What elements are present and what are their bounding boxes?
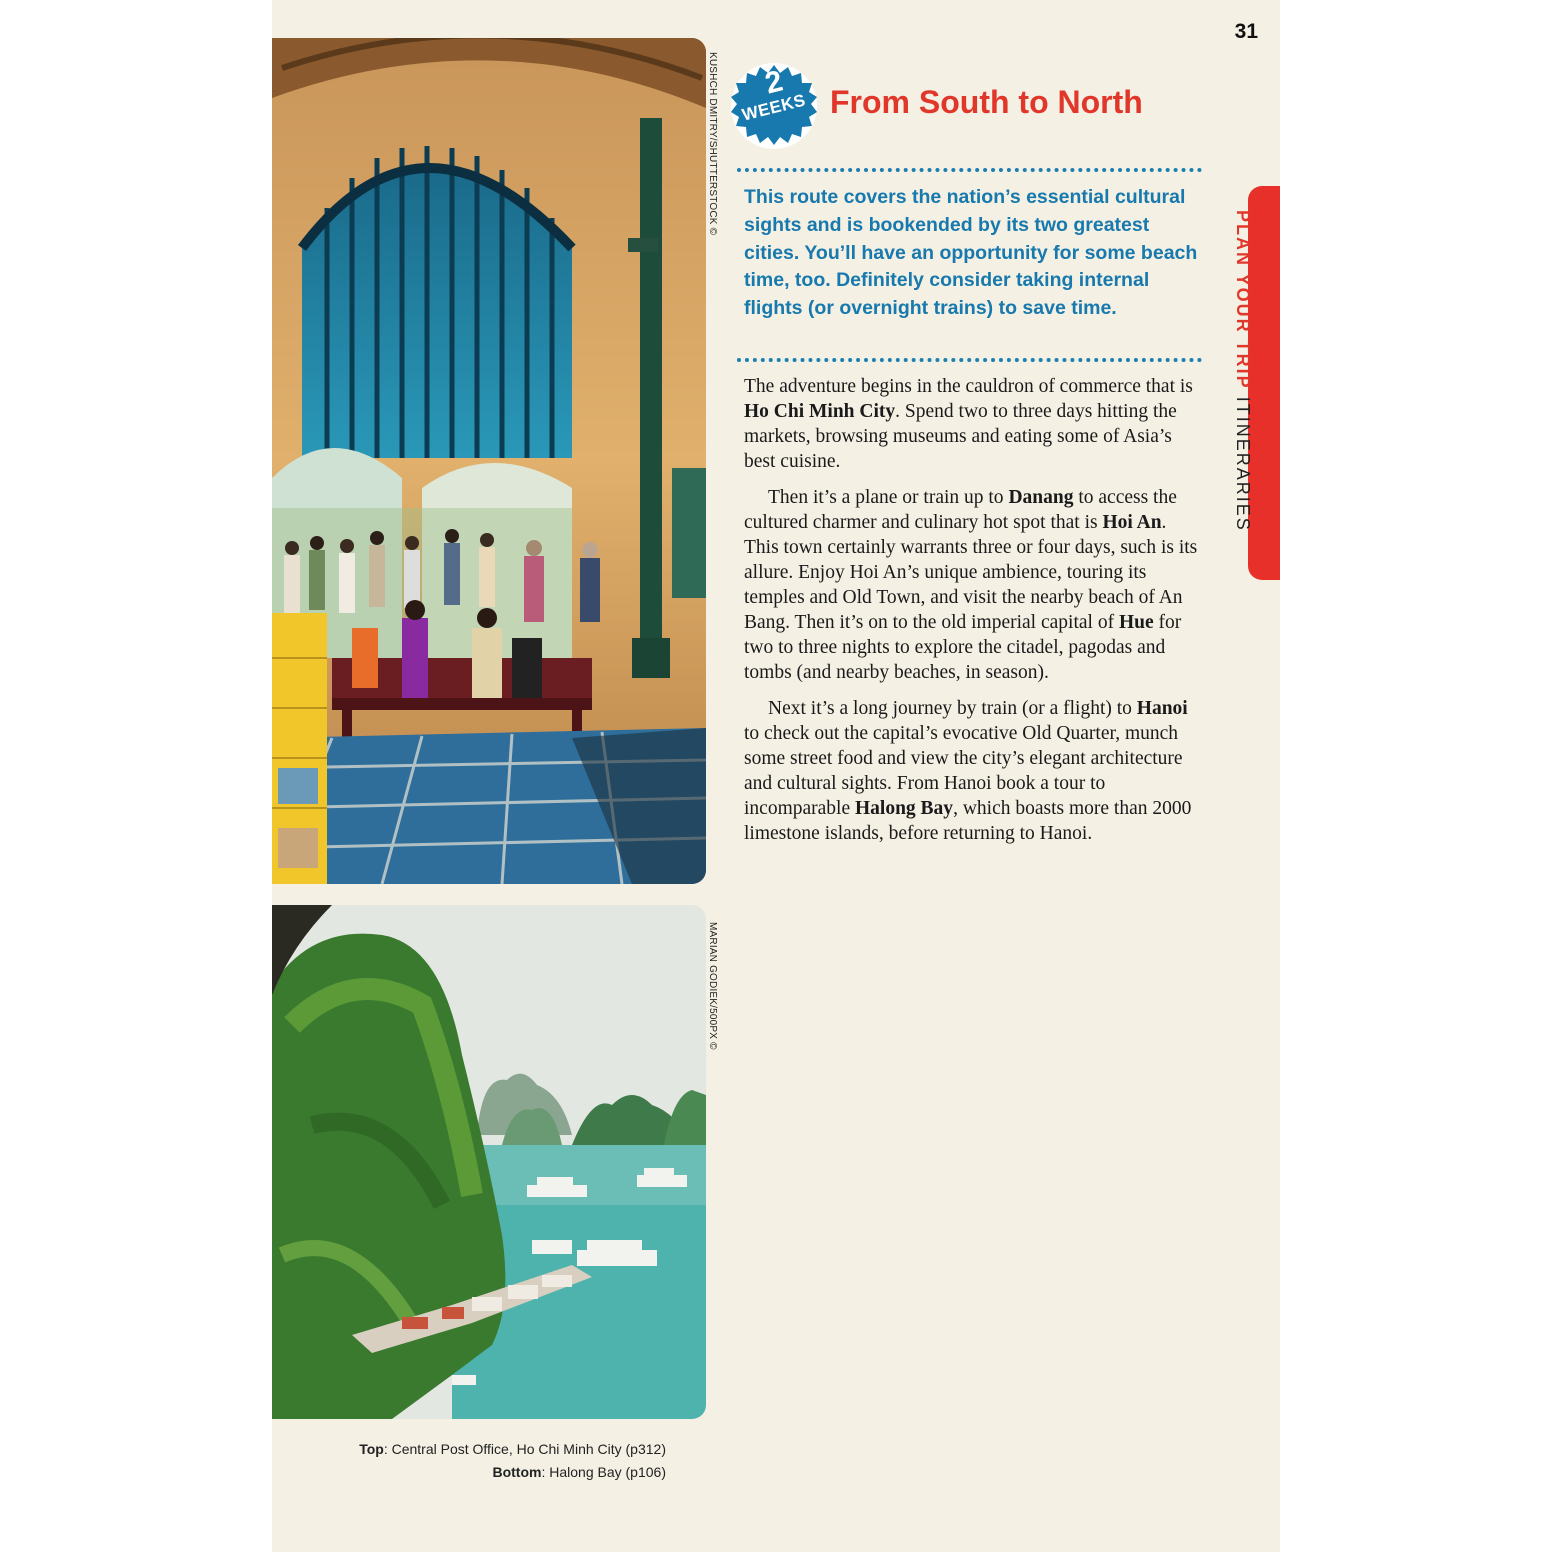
caption-bottom-line: [330, 1461, 666, 1484]
text: to access the cultured charmer and culinary hot spot that is: [744, 487, 1177, 533]
caption-bottom-text: : Halong Bay (p106): [541, 1464, 666, 1480]
text: . This town certainly warrants three or four days, such is its allure. Enjoy Hoi An’s unique ambience, touring its temples and Old Town, and visit the nearby beach of An Bang. Then it’s on to the old imperial capital of: [744, 512, 1198, 633]
photo-caption: [330, 1438, 666, 1484]
text: Next it’s a long journey by train (or a flight) to: [768, 698, 1137, 719]
body-paragraph-2: [744, 485, 1200, 685]
itinerary-intro: This route covers the nation’s essential cultural sights and is bookended by its two greatest cities. You’ll have an opportunity for some beach time, too. Definitely consider taking internal flights (or overnight trains) to save time.: [744, 186, 1198, 320]
halong-bay-image: [272, 905, 706, 1419]
text: . Spend two to three days hitting the markets, browsing museums and eating some of Asia’s best cuisine.: [744, 401, 1177, 472]
divider-bottom: [737, 358, 1202, 362]
text: to check out the capital’s evocative Old Quarter, munch some street food and view the city’s elegant architecture and cultural sights. From Hanoi book a tour to incomparable: [744, 723, 1183, 819]
place-hue: Hue: [1118, 612, 1154, 633]
section-tab-label: [1232, 210, 1253, 532]
itinerary-title: From South to North: [830, 84, 1143, 120]
place-hoi-an: Hoi An: [1102, 512, 1162, 533]
text: Then it’s a plane or train up to: [768, 487, 1009, 508]
photo-central-post-office: [272, 38, 706, 884]
post-office-image: [272, 38, 706, 884]
place-hanoi: Hanoi: [1136, 698, 1188, 719]
body-paragraph-1: [744, 374, 1200, 474]
badge-number: 2: [761, 64, 786, 101]
text: for two to three nights to explore the citadel, pagodas and tombs (and nearby beaches, in season).: [744, 612, 1182, 683]
section-tab-primary: PLAN YOUR TRIP: [1233, 210, 1253, 390]
photo-halong-bay: [272, 905, 706, 1419]
text: The adventure begins in the cauldron of commerce that is: [744, 376, 1193, 397]
itinerary-body: [744, 374, 1200, 857]
photo-credit-top: KUSHCH DMITRY/SHUTTERSTOCK ©: [707, 52, 718, 236]
place-danang: Danang: [1008, 487, 1074, 508]
body-paragraph-3: [744, 696, 1200, 846]
duration-badge: [730, 62, 818, 150]
caption-top-line: [330, 1438, 666, 1461]
text: , which boasts more than 2000 limestone islands, before returning to Hanoi.: [744, 798, 1192, 844]
page-number: 31: [1234, 20, 1258, 43]
divider-top: [737, 168, 1202, 172]
photo-credit-bottom: MARIAN GODIEK/500PX ©: [707, 922, 718, 1050]
caption-top-label: Top: [359, 1441, 384, 1457]
caption-bottom-label: Bottom: [492, 1464, 542, 1480]
caption-top-text: : Central Post Office, Ho Chi Minh City (p312): [383, 1441, 666, 1457]
place-ho-chi-minh-city: Ho Chi Minh City: [744, 401, 896, 422]
section-tab-secondary: ITINERARIES: [1233, 396, 1253, 532]
place-halong-bay: Halong Bay: [855, 798, 954, 819]
badge-unit: WEEKS: [740, 90, 808, 125]
